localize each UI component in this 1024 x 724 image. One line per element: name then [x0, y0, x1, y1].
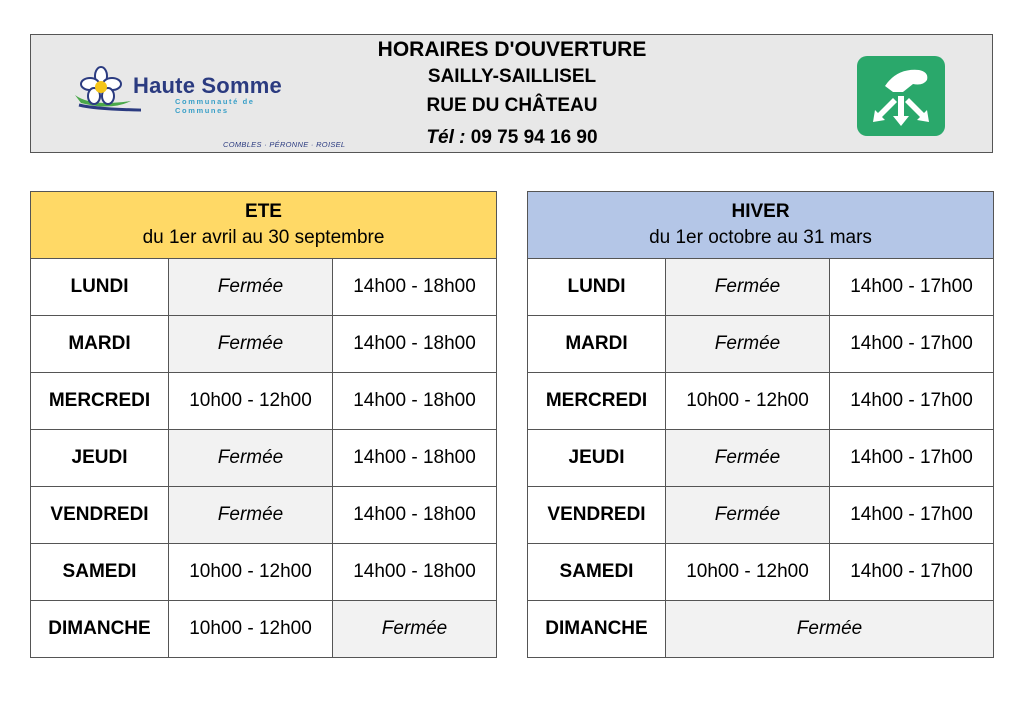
morning-hours: 10h00 - 12h00: [666, 544, 830, 601]
table-row: [528, 316, 994, 373]
table-row: [31, 259, 497, 316]
afternoon-hours: 14h00 - 18h00: [333, 373, 497, 430]
logo-towns: COMBLES · PÉRONNE · ROISEL: [223, 140, 346, 149]
morning-hours: 10h00 - 12h00: [169, 601, 333, 658]
day-label: VENDREDI: [528, 487, 666, 544]
logo-subtitle: Communauté de Communes: [175, 97, 255, 115]
table-row: [528, 373, 994, 430]
logo-brand-text: Haute Somme: [133, 73, 282, 98]
winter-season-title: HIVER: [731, 201, 790, 222]
morning-hours: Fermée: [169, 487, 333, 544]
afternoon-hours: 14h00 - 17h00: [830, 259, 994, 316]
afternoon-hours: 14h00 - 17h00: [830, 316, 994, 373]
afternoon-hours: 14h00 - 18h00: [333, 259, 497, 316]
day-label: MERCREDI: [31, 373, 169, 430]
summer-schedule-table: [30, 191, 497, 658]
table-row: [31, 487, 497, 544]
morning-hours: Fermée: [666, 316, 830, 373]
table-row: [31, 373, 497, 430]
day-label: JEUDI: [528, 430, 666, 487]
day-label: VENDREDI: [31, 487, 169, 544]
summer-header: [31, 192, 497, 259]
page-title: HORAIRES D'OUVERTURE: [377, 38, 647, 61]
winter-header: [528, 192, 994, 259]
phone-line: [281, 127, 743, 149]
summer-period: du 1er avril au 30 septembre: [142, 227, 385, 248]
morning-hours: 10h00 - 12h00: [169, 544, 333, 601]
afternoon-hours: 14h00 - 18h00: [333, 430, 497, 487]
table-row: [31, 316, 497, 373]
table-row: [528, 601, 994, 658]
afternoon-hours: 14h00 - 18h00: [333, 487, 497, 544]
day-label: MARDI: [528, 316, 666, 373]
day-label: MERCREDI: [528, 373, 666, 430]
afternoon-hours: 14h00 - 17h00: [830, 430, 994, 487]
morning-hours: Fermée: [169, 259, 333, 316]
morning-hours: Fermée: [666, 487, 830, 544]
haute-somme-logo: [71, 65, 346, 149]
afternoon-hours: 14h00 - 18h00: [333, 316, 497, 373]
full-day-hours: Fermée: [666, 601, 994, 658]
morning-hours: 10h00 - 12h00: [169, 373, 333, 430]
winter-period: du 1er octobre au 31 mars: [649, 227, 872, 248]
day-label: LUNDI: [31, 259, 169, 316]
day-label: LUNDI: [528, 259, 666, 316]
morning-hours: 10h00 - 12h00: [666, 373, 830, 430]
morning-hours: Fermée: [169, 430, 333, 487]
flower-logo-icon: [71, 65, 141, 125]
winter-schedule-table: [527, 191, 994, 658]
town-name: SAILLY-SAILLISEL: [427, 66, 597, 87]
table-row: [31, 544, 497, 601]
phone-label: Tél :: [426, 127, 466, 148]
table-row: [31, 430, 497, 487]
afternoon-hours: Fermée: [333, 601, 497, 658]
summer-season-title: ETE: [245, 201, 282, 222]
afternoon-hours: 14h00 - 17h00: [830, 373, 994, 430]
day-label: MARDI: [31, 316, 169, 373]
afternoon-hours: 14h00 - 18h00: [333, 544, 497, 601]
day-label: DIMANCHE: [528, 601, 666, 658]
table-row: [528, 487, 994, 544]
afternoon-hours: 14h00 - 17h00: [830, 487, 994, 544]
day-label: DIMANCHE: [31, 601, 169, 658]
header-banner: [30, 34, 993, 153]
day-label: JEUDI: [31, 430, 169, 487]
table-row: [528, 544, 994, 601]
day-label: SAMEDI: [31, 544, 169, 601]
table-row: [31, 601, 497, 658]
table-row: [528, 430, 994, 487]
morning-hours: Fermée: [169, 316, 333, 373]
phone-number: 09 75 94 16 90: [470, 127, 598, 148]
street-name: RUE DU CHÂTEAU: [426, 95, 598, 116]
morning-hours: Fermée: [666, 259, 830, 316]
table-row: [528, 259, 994, 316]
afternoon-hours: 14h00 - 17h00: [830, 544, 994, 601]
recycling-pictogram-icon: [857, 56, 945, 136]
morning-hours: Fermée: [666, 430, 830, 487]
day-label: SAMEDI: [528, 544, 666, 601]
